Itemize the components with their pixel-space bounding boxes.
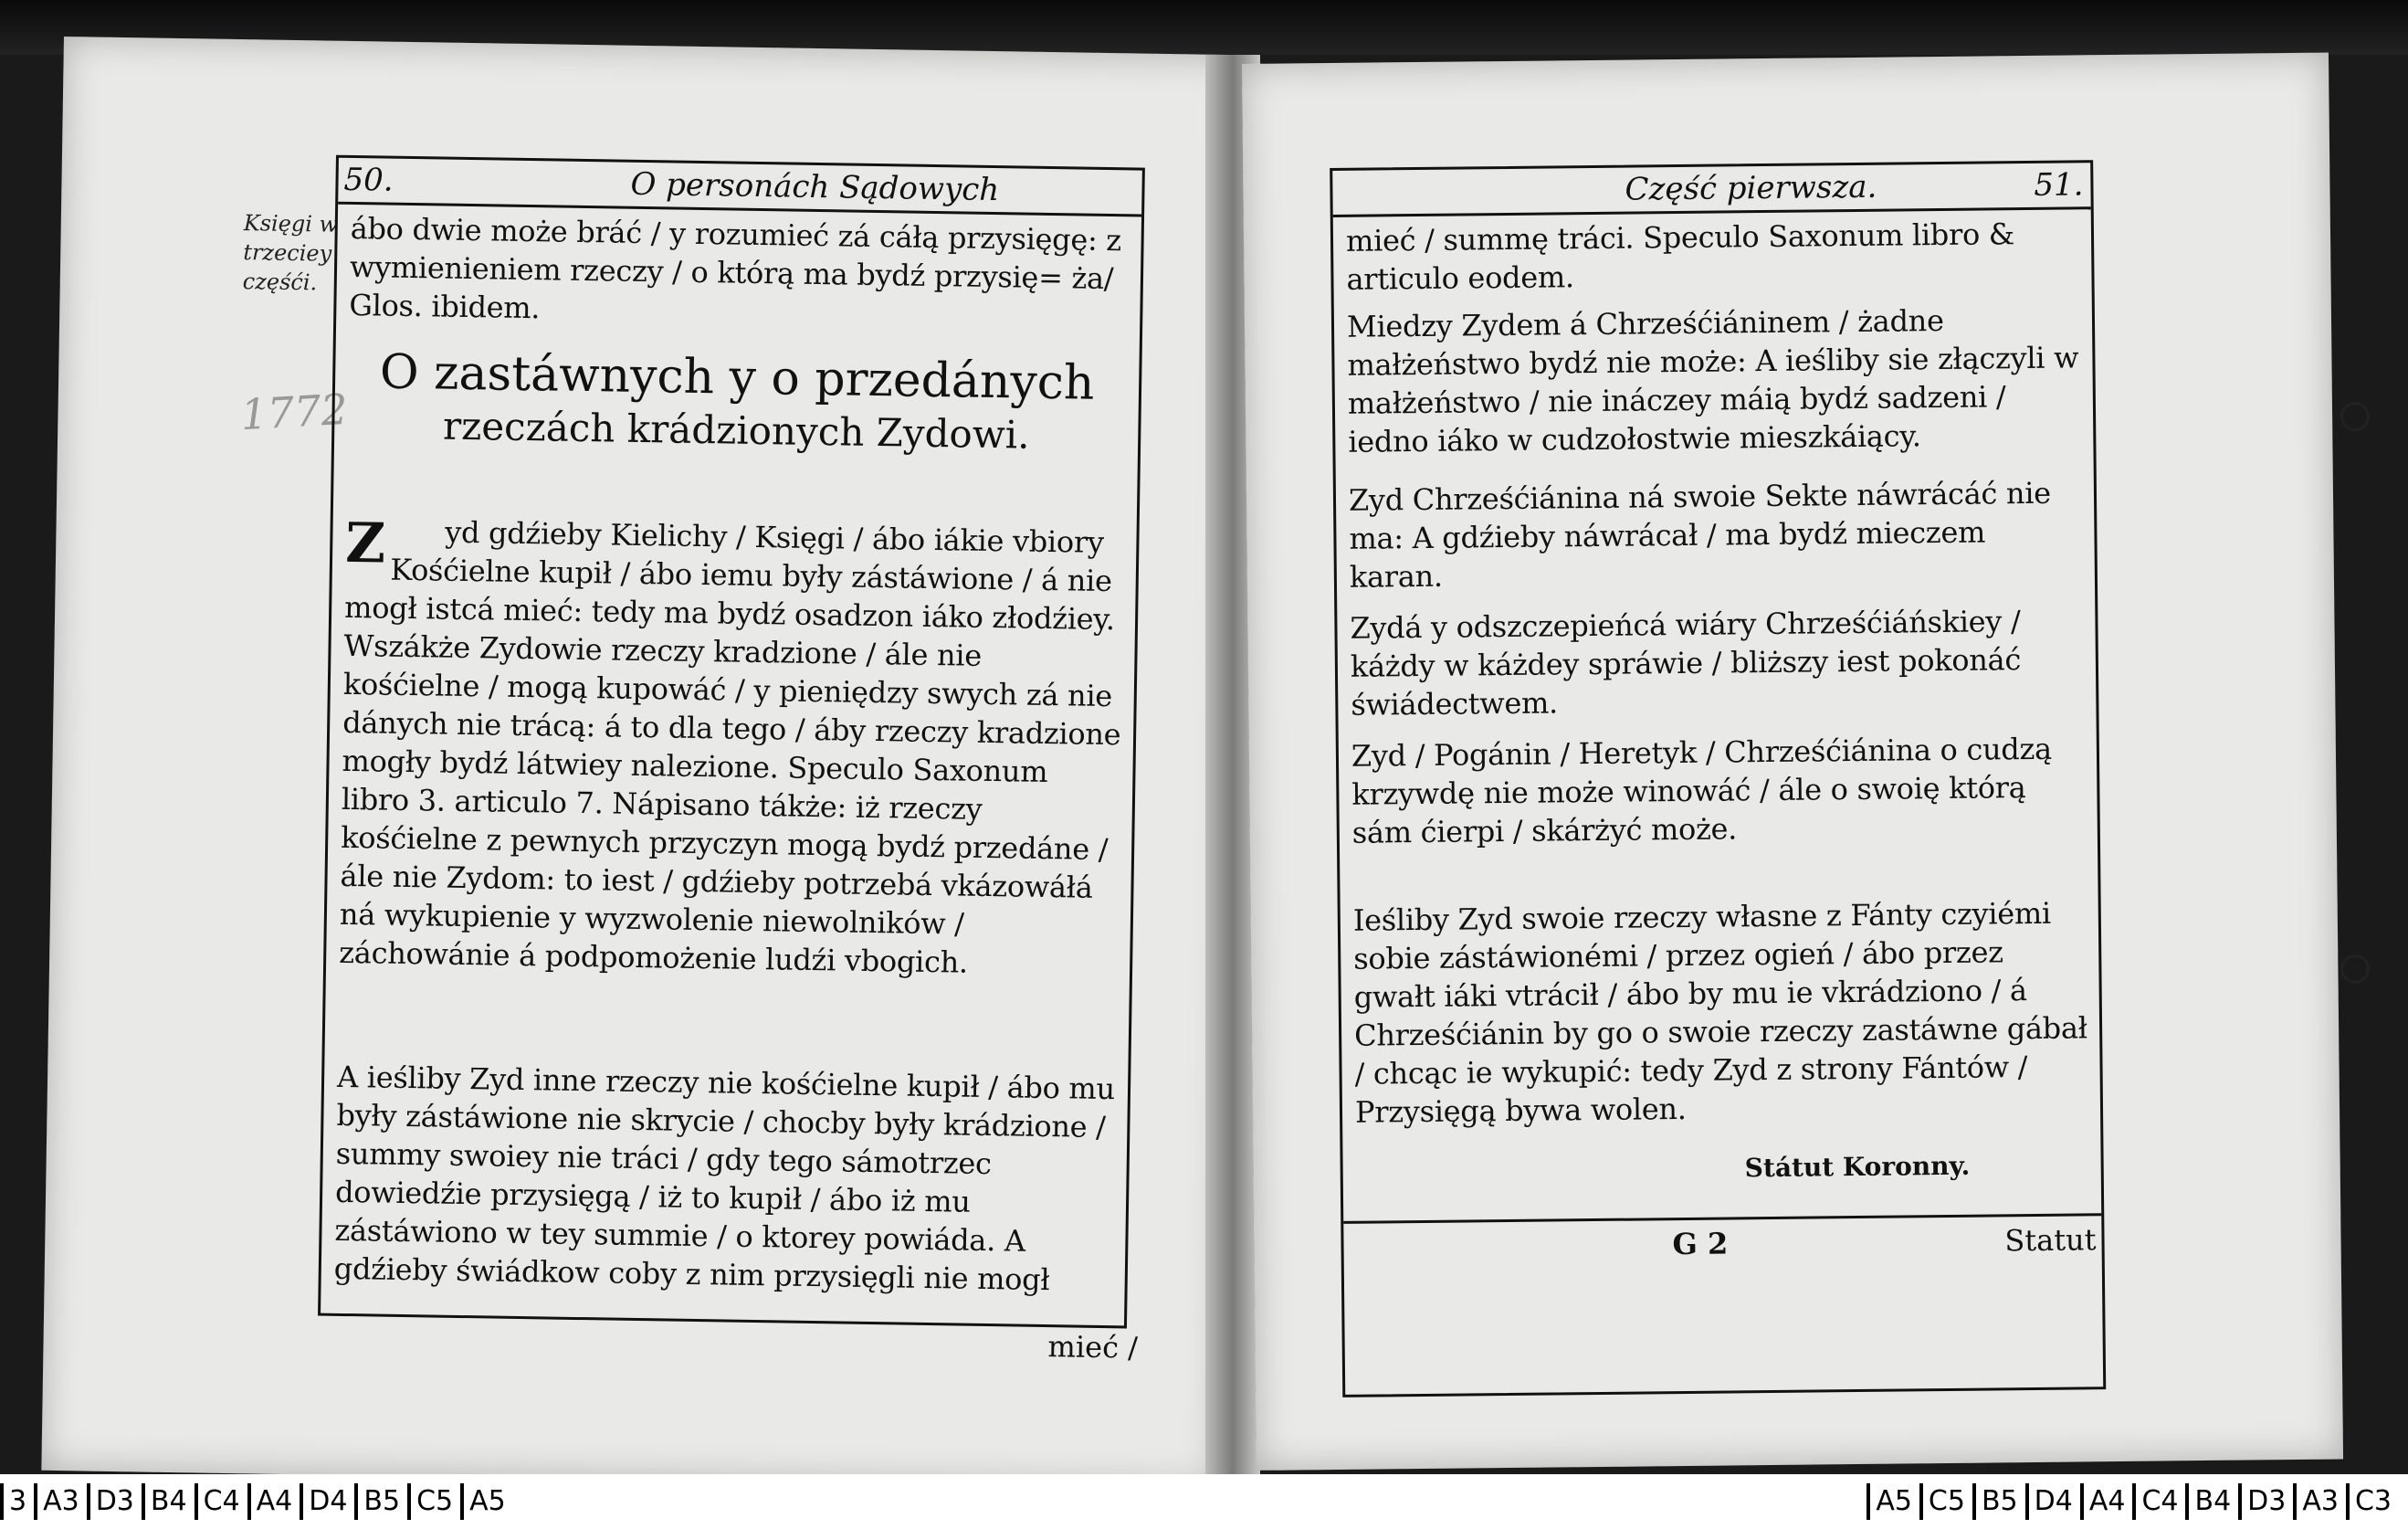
page-number: 50. <box>343 161 394 199</box>
paragraph-2: A ieśliby Zyd inne rzeczy nie kośćielne kupił / ábo mu były zástáwione nie skrycie / chocby były krádzione / summy swoiey nie tráci / gdy tego sámotrzec dowiedźie przysięgą / iż to kupił / ábo iż mu zástáwiono w tey summie / o ktorey powiáda. A gdźieby świádkow coby z nim przysięgli nie mogł <box>333 1059 1125 1298</box>
page-number: 51. <box>2034 166 2084 204</box>
strip-label: A4 <box>2080 1483 2133 1520</box>
strip-label: C4 <box>195 1483 247 1520</box>
strip-label: A3 <box>2293 1483 2346 1520</box>
strip-label: A5 <box>460 1483 513 1520</box>
opening-text: ábo dwie może bráć / y rozumieć zá cáłą przysięgę: z wymienieniem rzeczy / o którą ma bydź przysię= ża/ Glos. ibidem. <box>349 210 1131 326</box>
section-title <box>334 345 1140 464</box>
strip-label: C3 <box>2346 1483 2399 1520</box>
paragraph-0: mieć / summę tráci. Speculo Saxonum libro & articulo eodem. <box>1345 216 2024 297</box>
margin-note: Księgi w trzeciey częśći. <box>242 210 339 296</box>
strip-label: C5 <box>1919 1483 1972 1520</box>
strip-label: C4 <box>2132 1483 2185 1520</box>
catchword: Statut <box>2004 1222 2097 1259</box>
section-title-line1: O zastáwnych y o przedánych <box>379 344 1095 411</box>
binding-hole-icon <box>2340 954 2370 984</box>
strip-label: A3 <box>34 1483 87 1520</box>
film-strip-right <box>1866 1474 2399 1529</box>
film-strip-left <box>0 1474 513 1529</box>
strip-label: D3 <box>87 1483 142 1520</box>
strip-label: B4 <box>2185 1483 2238 1520</box>
right-page <box>1242 53 2343 1471</box>
paragraph-4: Zyd / Pogánin / Heretyk / Chrześćiánina o cudzą krzywdę nie może winowáć / ále o swoię którą sám ćierpi / skárżyć może. <box>1351 731 2061 850</box>
binding-hole-icon <box>2340 402 2370 431</box>
signature-mark: G 2 <box>1672 1226 1729 1262</box>
drop-cap: Z <box>344 511 386 576</box>
strip-label: C5 <box>407 1483 460 1520</box>
running-title: O personách Sądowych <box>630 165 1000 209</box>
running-title: Część pierwsza. <box>1625 168 1877 208</box>
strip-label: B4 <box>142 1483 195 1520</box>
strip-label: A4 <box>247 1483 300 1520</box>
strip-label: B5 <box>354 1483 407 1520</box>
right-header <box>1332 163 2090 217</box>
strip-label: 3 <box>0 1483 34 1520</box>
strip-label: D3 <box>2238 1483 2293 1520</box>
strip-label: D4 <box>300 1483 354 1520</box>
strip-label: B5 <box>1972 1483 2025 1520</box>
paragraph-3: Zydá y odszczepieńcá wiáry Chrześćiáńskiey / káżdy w káżdey spráwie / bliższy iest pokonáć świádectwem. <box>1350 604 2031 722</box>
catchword: mieć / <box>1047 1329 1139 1366</box>
left-header <box>338 158 1142 217</box>
left-page <box>41 37 1242 1489</box>
paragraph-1 <box>338 473 1128 1022</box>
film-strip <box>0 1474 2408 1529</box>
statut-heading: Státut Koronny. <box>1744 1150 1971 1184</box>
right-text-frame <box>1330 160 2106 1397</box>
paragraph-2: Zyd Chrześćiánina ná swoie Sekte náwrácáć nie ma: A gdźieby náwrácał / ma bydź mieczem karan. <box>1348 475 2060 595</box>
footer-rule <box>1343 1213 2101 1224</box>
paragraph-1: Miedzy Zydem á Chrześćiáninem / żadne małżeństwo bydź nie może: A ieśliby sie złączyli w małżeństwo / nie ináczey máią bydź sadzeni / iedno iáko w cudzołostwie mieszkáiący. <box>1346 302 2088 459</box>
strip-label: A5 <box>1866 1483 1919 1520</box>
section-title-line2: rzeczách krádzionych Zydowi. <box>442 403 1030 458</box>
left-text-frame <box>318 155 1145 1329</box>
strip-label: D4 <box>2025 1483 2080 1520</box>
paragraph-5: Ieśliby Zyd swoie rzeczy własne z Fánty czyiémi sobie zástáwionémi / przez ogień / ábo przez gwałt iáki vtrácił / ábo by mu ie vkrádziono / á Chrześćiánin by go o swoie rzeczy zastáwne gábał / chcąc ie wykupić: tedy Zyd z strony Fántów / Przysięgą bywa wolen. <box>1352 895 2097 1130</box>
paragraph-1-text: yd gdźieby Kielichy / Księgi / ábo iákie vbiory Kośćielne kupił / ábo iemu były zástáwione / á nie mogł istcá mieć: tedy ma bydź osadzon iáko złodźiey. Wszákże Zydowie rzeczy kradzione / ále nie kośćielne / mogą kupowáć / y pieniędzy swych zá nie dánych nie trácą: á to dla tego / áby rzeczy kradzione mogły bydź látwiey nalezione. Speculo Saxonum libro 3. articulo 7. Nápisano tákże: iż rzeczy kośćielne z pewnych przyczyn mogą bydź przedáne / ále nie Zydom: to iest / gdźieby potrzebá vkázowáłá ná wykupienie y wyzwolenie niewolników / záchowánie á podpomożenie ludźi vbogich. <box>338 514 1130 980</box>
pencil-mark: 1772 <box>239 384 350 440</box>
